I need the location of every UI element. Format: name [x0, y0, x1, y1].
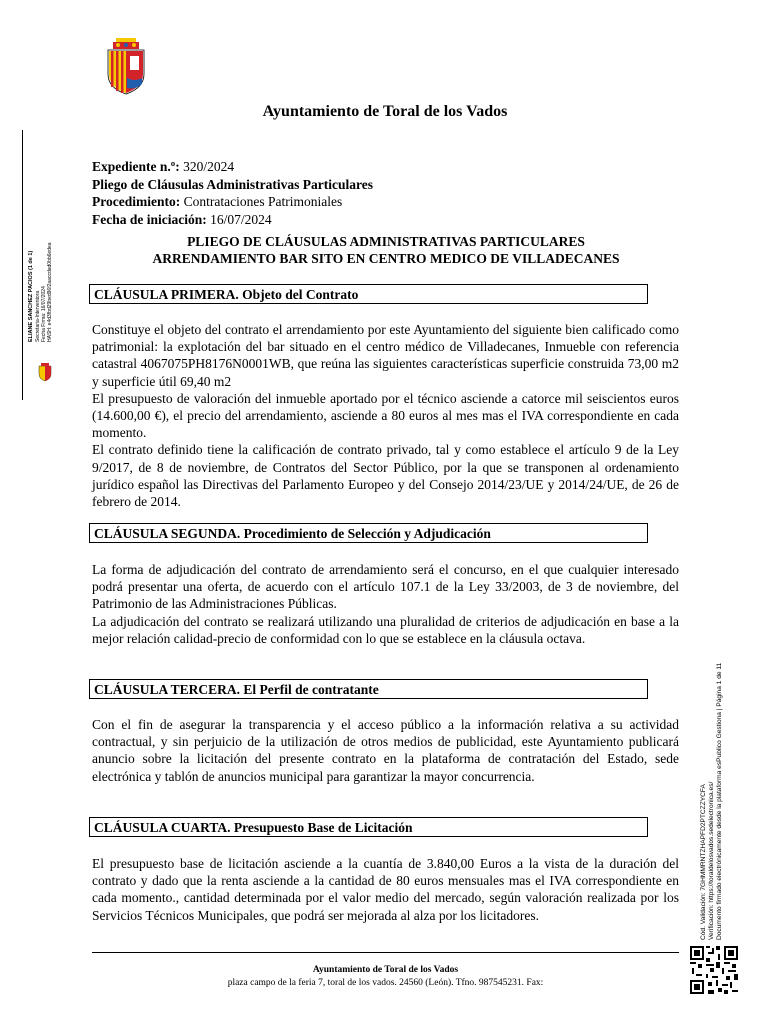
signer-name: ELIANE SANCHEZ PACIOS (1 de 1) — [28, 250, 34, 342]
paragraph: El contrato definido tiene la calificación de contrato privado, tal y como establece el artículo 9 de la Ley 9/2017, de 8 de noviembre, de Contratos del Sector Público, por la que se transponen al ordenamiento jurídico español las Directivas del Parlamento Europeo y del Consejo 2014/23/UE y 2014/24/UE, de 26 de febrero de 2014. — [92, 442, 679, 510]
clause-body-segunda — [92, 561, 679, 647]
validation-code: Cód. Validación: 7GHMMRNTZHAPFD2PTCZZYCFA — [700, 784, 707, 940]
validation-note: Documento firmado electrónicamente desde la plataforma esPublico Gestiona | Página 1 de 11 — [716, 662, 723, 940]
footer-name: Ayuntamiento de Toral de los Vados — [312, 965, 459, 975]
fecha-value: 16/07/2024 — [210, 211, 272, 227]
paragraph: La forma de adjudicación del contrato de arrendamiento será el concurso, en el que cualquier interesado podrá presentar una oferta, de acuerdo con el artículo 107.1 de la Ley 33/2003, de 3 de noviembre, del Patrimonio de las Administraciones Públicas. — [92, 562, 679, 612]
validation-url[interactable]: Verificación: https://toraldelosvados.sedelectronica.es/ — [708, 781, 715, 940]
clause-title-tercera: CLÁUSULA TERCERA. El Perfil de contratante — [89, 679, 648, 699]
clause-title-cuarta: CLÁUSULA CUARTA. Presupuesto Base de Licitación — [89, 817, 648, 837]
heading-line-2: ARRENDAMIENTO BAR SITO EN CENTRO MEDICO DE VILLADECANES — [152, 251, 620, 266]
expediente-metadata — [92, 158, 373, 228]
expediente-value: 320/2024 — [183, 159, 235, 174]
clause-title-primera: CLÁUSULA PRIMERA. Objeto del Contrato — [89, 284, 648, 304]
paragraph: Con el fin de asegurar la transparencia y el acceso público a la información relativa a su actividad contractual, y sin perjuicio de la utilización de otros medios de publicidad, este Ayuntamiento publicará anuncio sobre la licitación del presente contrato en la plataforma de contratación del Estado, sede electrónica y tablón de anuncios municipal para garantizar la mayor concurrencia. — [92, 717, 679, 784]
signature-hash: HASH: e4d3fbd29bed96f2aaccdad0bb6edea — [47, 242, 53, 342]
signer-role: Secretaria-Interventora — [35, 290, 41, 342]
clause-body-cuarta — [92, 855, 679, 924]
clause-title-segunda: CLÁUSULA SEGUNDA. Procedimiento de Selección y Adjudicación — [89, 523, 648, 543]
fecha-label: Fecha de iniciación: — [92, 211, 207, 227]
document-heading — [92, 233, 680, 267]
paragraph: El presupuesto de valoración del inmueble aportado por el técnico asciende a catorce mil seiscientos euros (14.600,00 €), el precio del arrendamiento, asciende a 80 euros al mes mas el IVA correspondiente en cada momento. — [92, 390, 679, 441]
paragraph: La adjudicación del contrato se realizará utilizando una pluralidad de criterios de adjudicación en base a la mejor relación calidad-precio de conformidad con lo que se establece en la cláusula octava. — [92, 613, 679, 646]
heading-line-1: PLIEGO DE CLÁUSULAS ADMINISTRATIVAS PARTICULARES — [187, 234, 585, 249]
pliego-label: Pliego de Cláusulas Administrativas Particulares — [92, 176, 374, 192]
expediente-label: Expediente n.º: — [92, 159, 180, 174]
document-title: Ayuntamiento de Toral de los Vados — [262, 103, 508, 120]
footer-address: plaza campo de la feria 7, toral de los vados. 24560 (León). Tfno. 987545231. Fax: — [227, 978, 544, 988]
paragraph: Constituye el objeto del contrato el arrendamiento por este Ayuntamiento del siguiente bien calificado como patrimonial: la explotación del bar situado en el centro médico de Villadecanes, Inmueble con referencia catastral 4067075PH8176N0001WB, que reúna las siguientes características superficie construida 73,00 m2 y superficie útil 69,40 m2 — [92, 322, 679, 389]
procedimiento-value: Contrataciones Patrimoniales — [183, 194, 343, 209]
clause-body-primera — [92, 321, 679, 510]
signature-date: Fecha Firma: 16/07/2024 — [41, 286, 47, 342]
coat-of-arms-logo — [105, 38, 147, 96]
footer-divider — [92, 952, 679, 953]
paragraph: El presupuesto base de licitación asciende a la cuantía de 3.840,00 Euros a la vista de la duración del contrato y dado que la renta asciende a la cantidad de 80 euros mensuales mas el IVA correspondiente en cada momento., cantidad determinada por el valor medio del mercado, según valoración realizada por los Servicios Técnicos Municipales, que podrá ser mejorada al alza por los licitadores. — [92, 856, 679, 923]
small-coat-of-arms-icon — [38, 362, 52, 382]
qr-code-icon[interactable] — [690, 946, 738, 994]
clause-body-tercera — [92, 716, 679, 785]
procedimiento-label: Procedimiento: — [92, 194, 181, 209]
